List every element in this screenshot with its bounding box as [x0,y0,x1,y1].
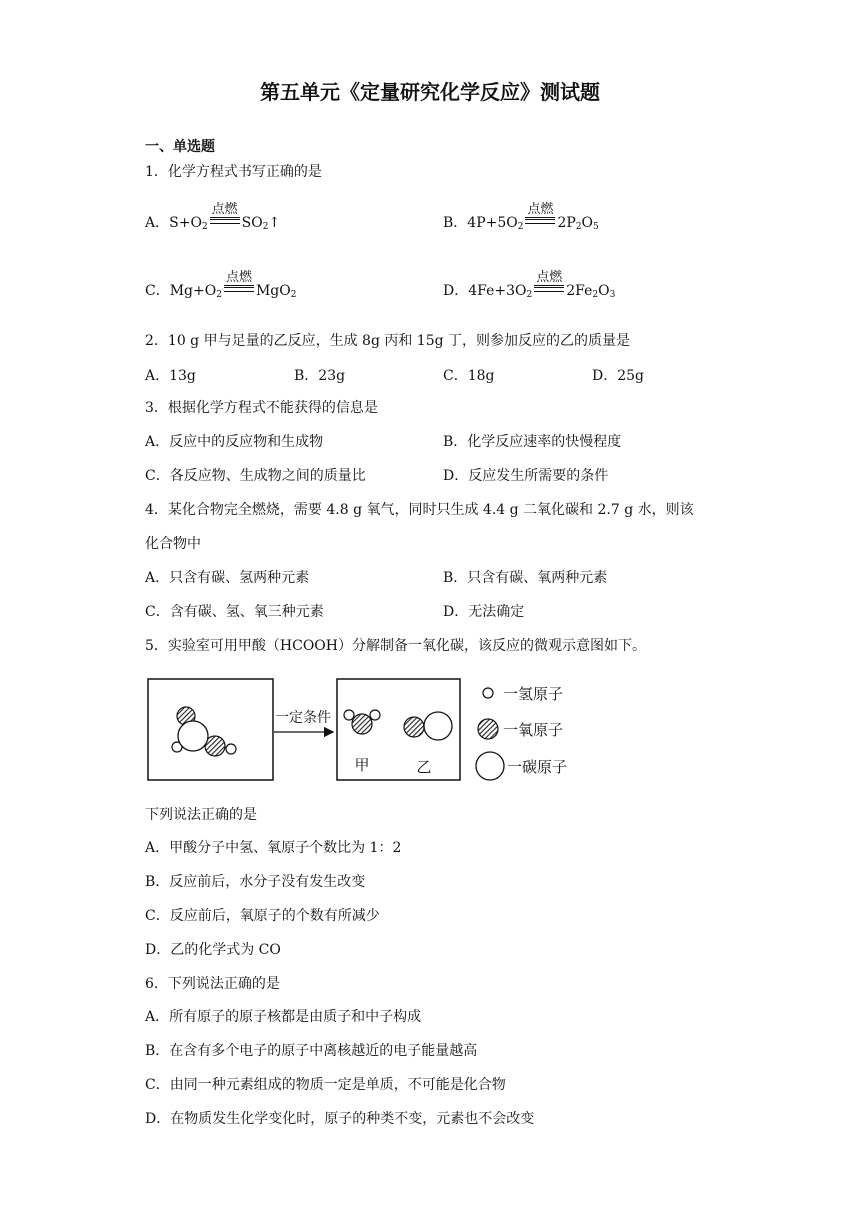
option-label: A． [145,215,170,231]
carbon-atom-icon [424,712,452,740]
question-6-option-c[interactable]: C．由同一种元素组成的物质一定是单质，不可能是化合物 [145,1077,506,1093]
page-title: 第五单元《定量研究化学反应》测试题 [260,80,600,104]
hydrogen-atom-icon [226,744,236,754]
reactants: $4P+5O_2$ [467,215,524,232]
question-4-stem: 4．某化合物完全燃烧，需要 4.8 g 氧气，同时只生成 4.4 g 二氧化碳和 2.7 g 水，则该 [145,502,694,518]
question-4-option-d[interactable]: D．无法确定 [443,604,525,620]
question-1-option-c[interactable] [145,270,297,301]
question-1-option-d[interactable] [443,270,616,301]
question-3-option-a[interactable]: A．反应中的反应物和生成物 [145,434,324,450]
equals-sign-icon [525,217,555,224]
product-b-label: 乙 [416,758,432,776]
oxygen-atom-icon [352,714,372,734]
product-a-label: 甲 [354,756,370,774]
hydrogen-atom-icon [483,688,493,698]
question-4-option-c[interactable]: C．含有碳、氢、氧三种元素 [145,604,324,620]
diagram-legend [476,685,567,780]
question-4-stem-continued: 化合物中 [145,536,201,552]
formic-acid-molecule [172,707,236,756]
products: $SO_2↑$ [241,215,281,232]
question-6-option-d[interactable]: D．在物质发生化学变化时，原子的种类不变，元素也不会改变 [145,1111,535,1127]
question-2-option-b[interactable]: B．23g [294,368,346,384]
question-3-option-b[interactable]: B．化学反应速率的快慢程度 [443,434,622,450]
question-1-option-b[interactable] [443,202,599,233]
products: $2P_2O_5$ [557,215,599,232]
question-5-option-c[interactable]: C．反应前后，氧原子的个数有所减少 [145,908,380,924]
equals-sign-icon [210,217,240,224]
equals-sign-icon [534,285,564,292]
question-4-option-b[interactable]: B．只含有碳、氧两种元素 [443,570,608,586]
question-2-stem: 2．10 g 甲与足量的乙反应，生成 8g 丙和 15g 丁，则参加反应的乙的质量是 [145,333,631,349]
products: MgO$_2$ [255,283,297,300]
reactants: $S+O_2$ [169,215,208,232]
reaction-condition: 点燃 [524,213,556,233]
reaction-condition-label: 一定条件 [275,710,331,726]
legend-oxygen: 一氧原子 [503,721,564,739]
question-3-option-d[interactable]: D．反应发生所需要的条件 [443,468,609,484]
question-5-prompt: 下列说法正确的是 [145,807,257,823]
question-5-stem: 5．实验室可用甲酸（HCOOH）分解制备一氧化碳，该反应的微观示意图如下。 [145,638,646,654]
reactants: $4Fe+3O_2$ [468,283,533,300]
question-5-option-d[interactable]: D．乙的化学式为 CO [145,942,281,958]
option-label: D． [443,283,469,299]
question-2-option-d[interactable]: D．25g [592,368,645,384]
question-4-option-a[interactable]: A．只含有碳、氢两种元素 [145,570,310,586]
option-label: B． [443,215,468,231]
question-3-stem: 3．根据化学方程式不能获得的信息是 [145,400,378,416]
products: $2Fe_2O_3$ [566,283,616,300]
legend-hydrogen: 一氢原子 [503,685,564,703]
reactants: $Mg+O_2$ [169,283,222,300]
question-5-option-a[interactable]: A．甲酸分子中氢、氧原子个数比为 1：2 [145,840,402,856]
question-6-option-a[interactable]: A．所有原子的原子核都是由质子和中子构成 [145,1009,422,1025]
water-molecule [344,710,380,734]
equals-sign-icon [224,285,254,292]
reaction-condition: 点燃 [209,213,241,233]
question-3-option-c[interactable]: C．各反应物、生成物之间的质量比 [145,468,366,484]
reactant-box [148,679,273,780]
question-1-option-a[interactable] [145,202,281,233]
reaction-diagram [145,672,585,787]
oxygen-atom-icon [478,719,498,739]
hydrogen-atom-icon [370,710,380,720]
question-2-option-a[interactable]: A．13g [145,368,196,384]
question-1-stem: 1．化学方程式书写正确的是 [145,164,322,180]
question-2-option-c[interactable]: C．18g [443,368,495,384]
carbon-monoxide-molecule [404,712,452,740]
hydrogen-atom-icon [344,710,354,720]
question-6-option-b[interactable]: B．在含有多个电子的原子中离核越近的电子能量越高 [145,1043,478,1059]
carbon-atom-icon [178,721,208,751]
oxygen-atom-icon [404,717,424,737]
carbon-atom-icon [476,752,504,780]
reaction-condition: 点燃 [533,281,565,301]
question-6-stem: 6．下列说法正确的是 [145,976,280,992]
question-5-option-b[interactable]: B．反应前后，水分子没有发生改变 [145,874,366,890]
reaction-condition: 点燃 [223,281,255,301]
legend-carbon: 一碳原子 [507,758,568,776]
option-label: C． [145,283,170,299]
section-heading: 一、单选题 [145,139,215,155]
